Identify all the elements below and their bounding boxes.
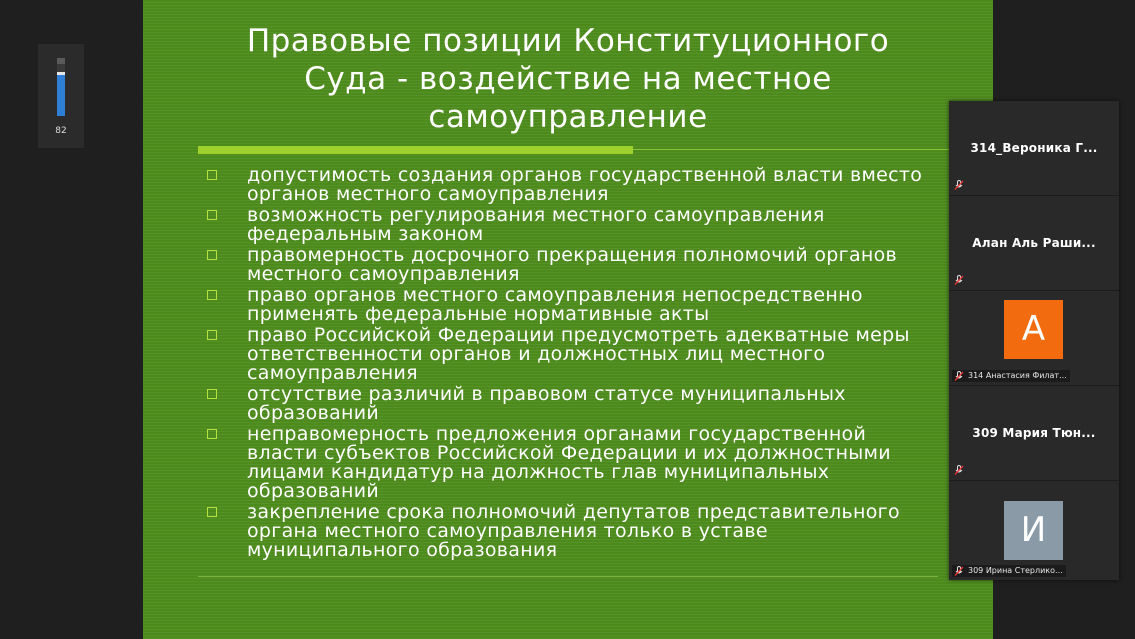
mic-muted-icon [954, 371, 964, 381]
participant-name-strip [952, 565, 1066, 577]
bullet-item [203, 326, 933, 383]
bullet-item [203, 206, 933, 244]
title-underline-line [633, 149, 993, 150]
bullet-text: закрепление срока полномочий депутатов представительного органа местного самоуправления только в уставе муниципального образования [247, 501, 900, 561]
participant-tile[interactable] [949, 386, 1119, 481]
slide-title: Правовые позиции Конституционного Суда - воздействие на местное самоуправление [246, 23, 890, 135]
bullet-text: право Российской Федерации предусмотреть адекватные меры ответственности органов и должностных лиц местного самоуправления [247, 324, 910, 384]
volume-cap [57, 58, 65, 64]
participant-name: 309 Ирина Стерлико... [968, 566, 1063, 575]
volume-indicator[interactable] [38, 44, 84, 148]
checkbox-bullet-icon [207, 330, 217, 340]
bullet-item [203, 166, 933, 204]
participant-name: Алан Аль Раши... [972, 236, 1096, 250]
mic-muted-icon [954, 180, 964, 190]
bullet-text: неправомерность предложения органами государственной власти субъектов Российской Федерации и их должностными лицами кандидатур на должность глав муниципальных образований [247, 423, 891, 502]
shared-slide [143, 0, 993, 639]
bullet-text: допустимость создания органов государственной власти вместо органов местного самоуправления [247, 164, 923, 205]
mic-muted-icon [954, 275, 964, 285]
participant-name: 309 Мария Тюн... [972, 426, 1096, 440]
bullet-text: право органов местного самоуправления непосредственно применять федеральные нормативные акты [247, 284, 863, 325]
bullet-text: правомерность досрочного прекращения полномочий органов местного самоуправления [247, 244, 898, 285]
volume-value: 82 [55, 126, 67, 136]
checkbox-bullet-icon [207, 250, 217, 260]
mic-muted-icon [954, 566, 964, 576]
bullet-item [203, 385, 933, 423]
participant-name: 314 Анастасия Филат... [968, 371, 1067, 380]
checkbox-bullet-icon [207, 170, 217, 180]
checkbox-bullet-icon [207, 210, 217, 220]
avatar: А [1004, 300, 1063, 359]
participant-tile[interactable] [949, 291, 1119, 386]
participant-tile[interactable] [949, 101, 1119, 196]
bullet-item [203, 503, 933, 560]
volume-level-fill [57, 73, 65, 116]
checkbox-bullet-icon [207, 507, 217, 517]
bullet-list [203, 166, 933, 562]
participant-tile[interactable] [949, 481, 1119, 580]
mic-muted-icon [954, 465, 964, 475]
participant-name-strip [952, 370, 1070, 382]
bullet-text: возможность регулирования местного самоуправления федеральным законом [247, 204, 825, 245]
participant-name: 314_Вероника Г... [970, 141, 1098, 155]
bullet-text: отсутствие различий в правовом статусе муниципальных образований [247, 383, 846, 424]
avatar: И [1004, 501, 1063, 560]
checkbox-bullet-icon [207, 290, 217, 300]
bullet-item [203, 286, 933, 324]
volume-thumb[interactable] [57, 72, 65, 75]
checkbox-bullet-icon [207, 389, 217, 399]
participants-panel [949, 101, 1119, 580]
slide-bottom-line [198, 576, 938, 577]
bullet-item [203, 425, 933, 501]
bullet-item [203, 246, 933, 284]
checkbox-bullet-icon [207, 429, 217, 439]
title-underline-bar [198, 146, 633, 154]
participant-tile[interactable] [949, 196, 1119, 291]
